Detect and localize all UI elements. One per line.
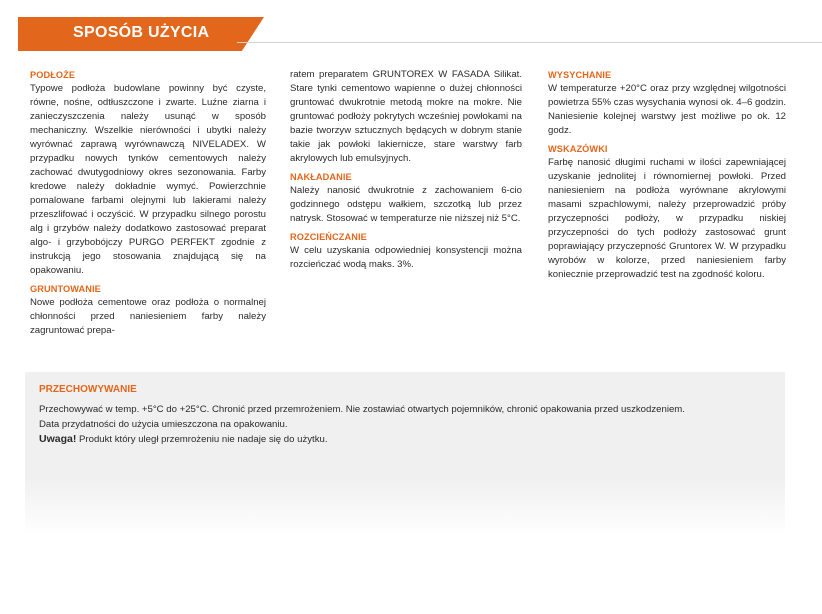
heading-wysychanie: WYSYCHANIE bbox=[548, 70, 612, 80]
text-rozcienczanie: W celu uzyskania odpowiedniej konsystencji można rozcieńczać wodą maks. 3%. bbox=[290, 245, 522, 270]
text-gruntowanie-cont: ratem preparatem GRUNTOREX W FASADA Silikat. Stare tynki cementowo wapienne o dużej chłonności gruntować dwukrotnie metodą mokre na mokre. Nie gruntować podłoży pokrytych wcześniej powłokami na bazie tworzyw sztucznych będących w dobrym stanie takie jak powłoki lakiernicze, stare warstwy farb akrylowych lub emulsyjnych. bbox=[290, 69, 522, 164]
heading-rozcienczanie: ROZCIEŃCZANIE bbox=[290, 232, 367, 242]
storage-content bbox=[39, 382, 769, 447]
storage-line-1: Przechowywać w temp. +5°C do +25°C. Chronić przed przemrożeniem. Nie zostawiać otwartych pojemników, chronić opakowania przed uszkodzeniem. bbox=[39, 404, 685, 415]
header-divider bbox=[237, 42, 822, 43]
heading-nakladanie: NAKŁADANIE bbox=[290, 172, 352, 182]
text-podloze: Typowe podłoża budowlane powinny być czyste, równe, nośne, odtłuszczone i zwarte. Luźne ziarna i zanieczyszczenia należy usunąć w sposób mechaniczny. Wszelkie nierówności i ubytki należy wyrównać zaprawą wyrównawczą NIVELADEX. W przypadku nowych tynków cementowych należy zachować dwutygodniowy okres sezonowania. Farby kredowe należy dokładnie wymyć. Powierzchnie pomalowane farbami olejnymi lub lakierami należy przeszlifować i oczyścić. W przypadku silnego porostu alg i grzybów należy dodatkowo zastosować preparat algo- i grzybobójczy PURGO PERFEKT zgodnie z instrukcją jego stosowania znajdującą się na opakowaniu. bbox=[30, 83, 266, 276]
text-wysychanie: W temperaturze +20°C oraz przy względnej wilgotności powietrza 55% czas wysychania wynosi ok. 4–6 godzin. Naniesienie kolejnej warstwy jest możliwe po ok. 12 godz. bbox=[548, 83, 786, 136]
storage-line-2: Data przydatności do użycia umieszczona na opakowaniu. bbox=[39, 419, 288, 430]
text-nakladanie: Należy nanosić dwukrotnie z zachowaniem 6-cio godzinnego odstępu wałkiem, szczotką lub przez natrysk. Stosować w temperaturze nie niższej niż 5°C. bbox=[290, 185, 522, 224]
section-banner bbox=[18, 17, 264, 51]
text-gruntowanie-start: Nowe podłoża cementowe oraz podłoża o normalnej chłonności przed naniesieniem farby należy zagruntować prepa- bbox=[30, 297, 266, 336]
storage-panel-fade bbox=[25, 477, 785, 537]
heading-przechowywanie: PRZECHOWYWANIE bbox=[39, 384, 137, 395]
heading-podloze: PODŁOŻE bbox=[30, 70, 76, 80]
warning-label: Uwaga! bbox=[39, 433, 77, 445]
storage-warning bbox=[39, 432, 769, 447]
column-1 bbox=[30, 68, 266, 338]
heading-gruntowanie: GRUNTOWANIE bbox=[30, 284, 101, 294]
column-2 bbox=[290, 68, 522, 272]
text-wskazowki: Farbę nanosić długimi ruchami w ilości zapewniającej uzyskanie jednolitej i równomiernej powłoki. Przed naniesieniem na podłoża wyrównane akrylowymi masami szpachlowymi, należy przeprowadzić próby przyczepności podłoży, w przypadku niskiej przyczepności do tych podłoży zastosować grunt poprawiający przyczepność Gruntorex W. W przypadku wyrobów w kolorze, przed naniesieniem farby koniecznie przeprowadzić test na zgodność koloru. bbox=[548, 157, 786, 280]
storage-panel bbox=[25, 372, 785, 477]
banner-title: SPOSÓB UŻYCIA bbox=[73, 24, 210, 41]
heading-wskazowki: WSKAZÓWKI bbox=[548, 144, 608, 154]
warning-text: Produkt który uległ przemrożeniu nie nadaje się do użytku. bbox=[76, 434, 328, 445]
column-3 bbox=[548, 68, 786, 282]
